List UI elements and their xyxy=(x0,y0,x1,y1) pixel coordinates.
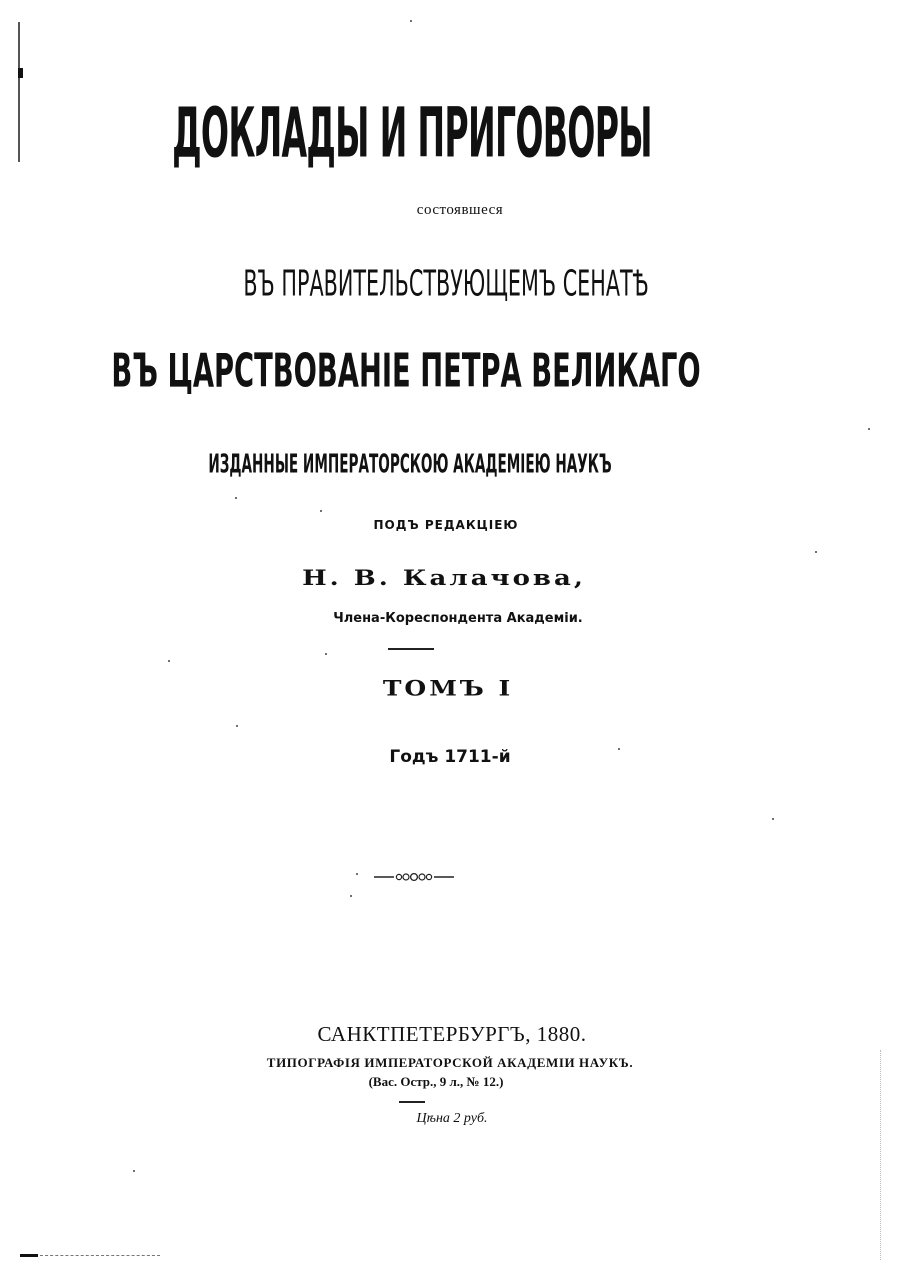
scan-speck xyxy=(868,428,870,430)
scan-speck xyxy=(133,1170,135,1172)
institution-line: ВЪ ПРАВИТЕЛЬСТВУЮЩЕМЪ СЕНАТѢ xyxy=(243,262,649,305)
editor-title: Члена-Кореспондента Академіи. xyxy=(333,611,583,626)
scan-speck xyxy=(320,510,322,512)
scan-speck xyxy=(235,497,237,499)
imprint-printer: ТИПОГРАФІЯ ИМПЕРАТОРСКОЙ АКАДЕМІИ НАУКЪ. xyxy=(266,1055,634,1070)
scan-bottom-dash xyxy=(40,1255,160,1256)
scan-speck xyxy=(618,748,620,750)
subtitle: состоявшеся xyxy=(416,202,504,218)
imprint-rule xyxy=(399,1101,425,1103)
main-title: ДОКЛАДЫ И ПРИГОВОРЫ xyxy=(172,92,652,173)
price-label: Цѣна 2 руб. xyxy=(416,1111,488,1126)
scan-speck xyxy=(815,551,817,553)
year-label: Годъ 1711-й xyxy=(389,747,511,767)
scan-right-edge xyxy=(880,1050,881,1260)
ornament-divider-icon xyxy=(374,871,454,883)
editor-name: Н. В. Калачова, xyxy=(302,566,586,591)
publisher-line: ИЗДАННЫЕ ИМПЕРАТОРСКОЮ АКАДЕМІЕЮ НАУКЪ xyxy=(208,448,612,480)
volume-label: ТОМЪ I xyxy=(382,676,514,701)
scan-edge-notch xyxy=(18,68,23,78)
reign-line: ВЪ ЦАРСТВОВАНІЕ ПЕТРА ВЕЛИКАГО xyxy=(111,344,701,398)
scan-speck xyxy=(356,873,358,875)
scan-speck xyxy=(410,20,412,22)
imprint-city-year: САНКТПЕТЕРБУРГЪ, 1880. xyxy=(317,1022,587,1046)
scan-speck xyxy=(168,660,170,662)
scan-speck xyxy=(772,818,774,820)
scan-speck xyxy=(350,895,352,897)
imprint-address: (Вас. Остр., 9 л., № 12.) xyxy=(368,1074,504,1089)
scan-speck xyxy=(325,653,327,655)
editorship-label: ПОДЪ РЕДАКЦІЕЮ xyxy=(373,518,519,532)
scan-speck xyxy=(236,725,238,727)
scan-bottom-mark xyxy=(20,1254,38,1257)
divider-rule xyxy=(388,648,434,650)
scan-edge-line xyxy=(18,22,20,162)
